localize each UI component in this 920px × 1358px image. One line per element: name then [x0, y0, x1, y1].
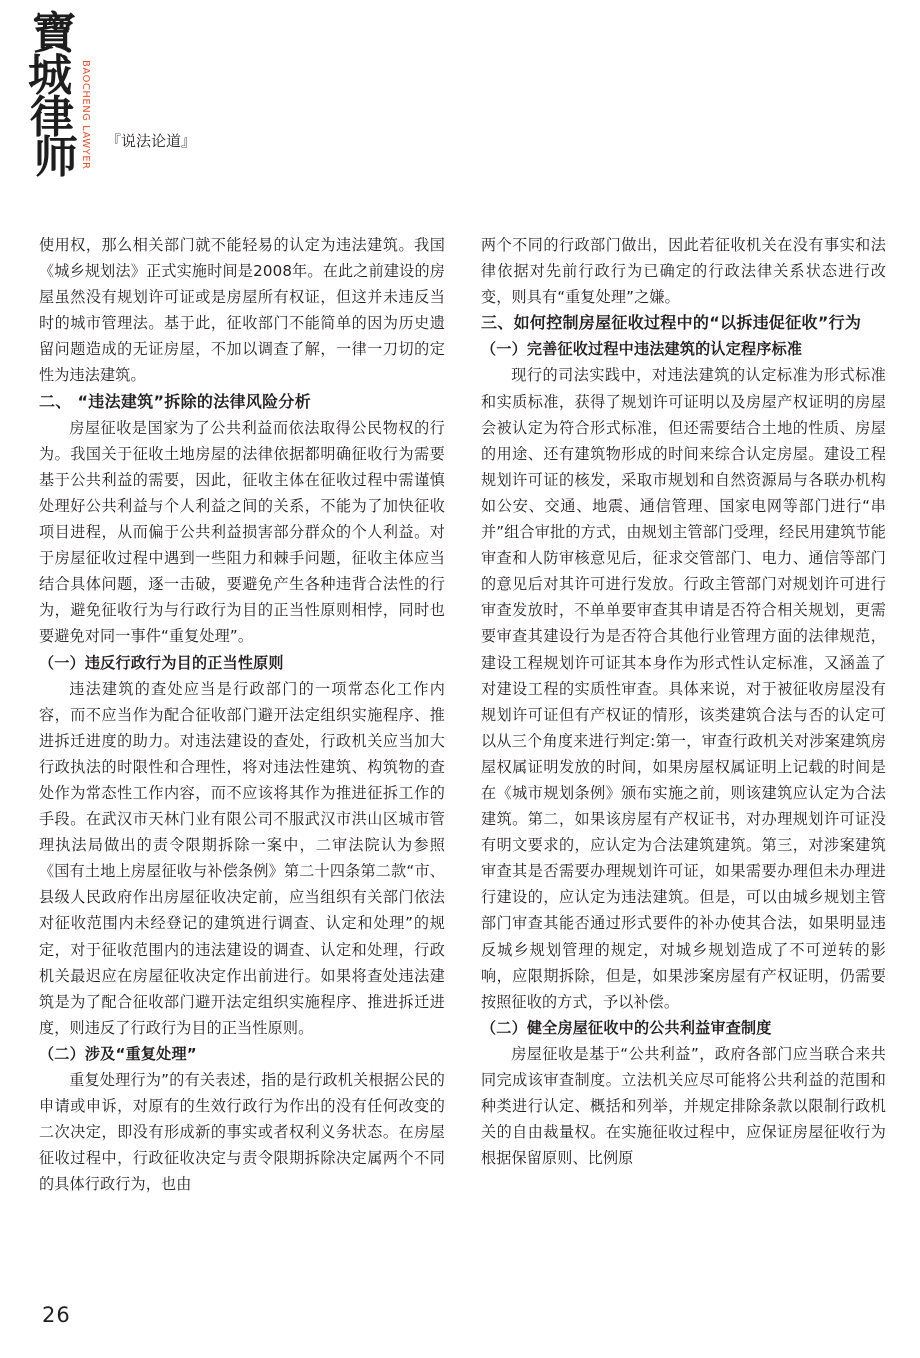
left-text-column	[39, 232, 445, 1197]
column-section-tag: 『说法论道』	[106, 132, 197, 150]
logo-english-text: BAOCHENG LAWYER	[80, 60, 91, 170]
subheading-identification-standard: （一）完善征收过程中违法建筑的认定程序标准	[481, 340, 803, 359]
subheading-repeat-handling: （二）涉及“重复处理”	[39, 1044, 197, 1063]
section-heading-3: 三、如何控制房屋征收过程中的“以拆违促征收”行为	[481, 313, 862, 333]
logo-char: 寶	[32, 8, 76, 59]
paragraph-legitimacy: 违法建筑的查处应当是行政部门的一项常态化工作内容，而不应当作为配合征收部门避开法定组织实施程序、推进拆迁进度的助力。对违法建设的查处，行政机关应当加大行政执法的时限性和合理性，将对违法性建筑、构筑物的查处作为常态性工作内容，而不应该将其作为推进征拆工作的手段。在武汉市天林门业有限公司不服武汉市洪山区城市管理执法局做出的责令限期拆除一案中，二审法院认为参照《国有土地上房屋征收与补偿条例》第二十四条第二款“市、县级人民政府作出房屋征收决定前，应当组织有关部门依法对征收范围内未经登记的建筑进行调查、认定和处理”的规定，对于征收范围内的违法建设的调查、认定和处理，行政机关最迟应在房屋征收决定作出前进行。如果将查处违法建筑是为了配合征收部门避开法定组织实施程序、推进拆迁进度，则违反了行政行为目的正当性原则。	[39, 679, 445, 1037]
paragraph-identification-standard: 现行的司法实践中，对违法建筑的认定标准为形式标准和实质标准，获得了规划许可证明以及房屋产权证明的房屋会被认定为符合形式标准，但还需要结合土地的性质、房屋的用途、还有建筑物形成的时间来综合认定房屋。建设工程规划许可证的核发，采取市规划和自然资源局与各联办机构如公安、交通、地震、通信管理、国家电网等部门进行“串并”组合审批的方式，由规划主管部门受理，经民用建筑节能审查和人防审核意见后，征求交管部门、电力、通信等部门的意见后对其许可进行发放。行政主管部门对规划许可进行审查发放时，不单单要审查其申请是否符合相关规划，更需要审查其建设行为是否符合其他行业管理方面的法律规范，建设工程规划许可证其本身作为形式性认定标准，又涵盖了对建设工程的实质性审查。具体来说，对于被征收房屋没有规划许可证但有产权证的情形，该类建筑合法与否的认定可以从三个角度来进行判定:第一，审查行政机关对涉案建筑房屋权属证明发放的时间，如果房屋权属证明上记载的时间是在《城市规划条例》颁布实施之前，则该建筑应认定为合法建筑。第二，如果该房屋有产权证书，对办理规划许可证没有明文要求的，应认定为合法建筑建筑。第三，对涉案建筑审查其是否需要办理规划许可证，如果需要办理但未办理进行建设的，应认定为违法建筑。但是，可以由城乡规划主管部门审查其能否通过形式要件的补办使其合法，如果明显违反城乡规划管理的规定，对城乡规划造成了不可逆转的影响，应限期拆除，但是，如果涉案房屋有产权证明，仍需要按照征收的方式，予以补偿。	[481, 366, 886, 1011]
paragraph-repeat-handling: 重复处理行为”的有关表述，指的是行政机关根据公民的申请或申诉，对原有的生效行政行为作出的没有任何改变的二次决定，即没有形成新的事实或者权利义务状态。在房屋征收过程中，行政征收决定与责令限期拆除决定属两个不同的具体行政行为，也由	[39, 1071, 445, 1194]
paragraph-continued: 两个不同的行政部门做出，因此若征收机关在没有事实和法律依据对先前行政行为已确定的行政法律关系状态进行改变，则具有“重复处理”之嫌。	[481, 236, 886, 307]
baocheng-lawyer-logo	[18, 8, 108, 183]
subheading-public-interest-review: （二）健全房屋征收中的公共利益审查制度	[481, 1018, 772, 1037]
paragraph-public-interest-review: 房屋征收是基于“公共利益”，政府各部门应当联合来共同完成该审查制度。立法机关应尽可能将公共利益的范围和种类进行认定、概括和列举，并规定排除条款以限制行政机关的自由裁量权。在实施征收过程中，应保证房屋征收行为根据保留原则、比例原	[481, 1044, 886, 1168]
logo-char: 师	[34, 132, 78, 183]
paragraph-section2-intro: 房屋征收是国家为了公共利益而依法取得公民物权的行为。我国关于征收土地房屋的法律依据都明确征收行为需要基于公共利益的需要，因此，征收主体在征收过程中需谨慎处理好公共利益与个人利益之间的关系，不能为了加快征收项目进程，从而偏于公共利益损害部分群众的个人利益。对于房屋征收过程中遇到一些阻力和棘手问题，征收主体应当结合具体问题，逐一击破，要避免产生各种违背合法性的行为，避免征收行为与行政行为目的正当性原则相悖，同时也要避免对同一事件“重复处理”。	[39, 418, 445, 646]
logo-char: 城	[28, 50, 72, 101]
logo-char: 律	[30, 92, 74, 143]
right-text-column	[481, 232, 886, 1171]
paragraph-continued: 使用权，那么相关部门就不能轻易的认定为违法建筑。我国《城乡规划法》正式实施时间是2008年。在此之前建设的房屋虽然没有规划许可证或是房屋所有权证，但这并未违反当时的城市管理法。基于此，征收部门不能简单的因为历史遗留问题造成的无证房屋，不加以调查了解，一律一刀切的定性为违法建筑。	[39, 236, 445, 385]
page-number: 26	[42, 1303, 71, 1327]
section-heading-2: 二、 “违法建筑”拆除的法律风险分析	[39, 391, 312, 411]
subheading-legitimacy: （一）违反行政行为目的正当性原则	[39, 653, 284, 672]
